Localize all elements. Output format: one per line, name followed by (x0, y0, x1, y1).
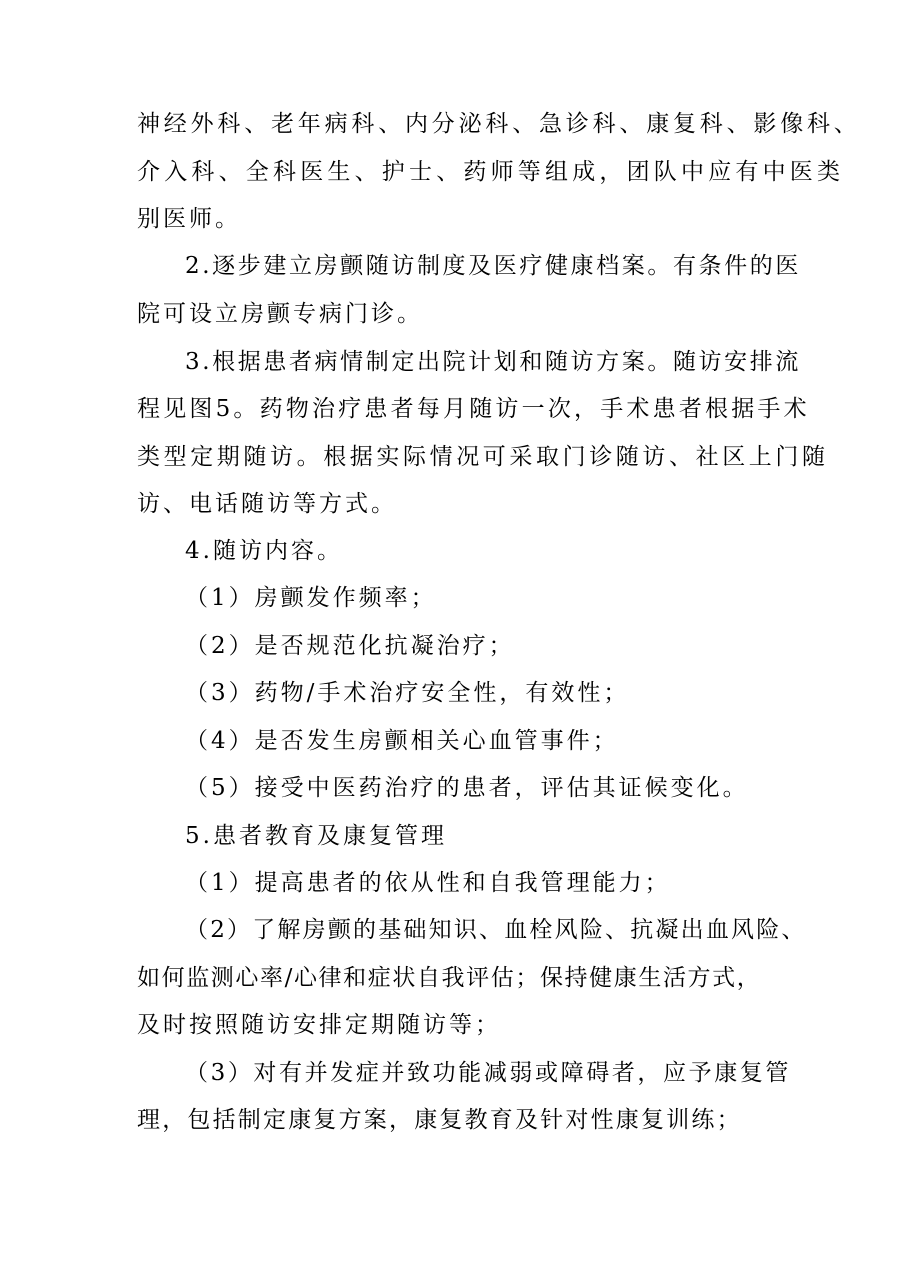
text-line: 程见图5。药物治疗患者每月随访一次，手术患者根据手术 (137, 396, 810, 422)
text-line: 院可设立房颤专病门诊。 (137, 301, 423, 327)
item-3-line: 3.根据患者病情制定出院计划和随访方案。随访安排流 (185, 349, 801, 375)
list-item: （1）提高患者的依从性和自我管理能力； (185, 870, 671, 896)
item-2-line: 2.逐步建立房颤随访制度及医疗健康档案。有条件的医 (185, 253, 801, 279)
text-line: 介入科、全科医生、护士、药师等组成，团队中应有中医类 (137, 159, 845, 185)
list-item: （3）对有并发症并致功能减弱或障碍者，应予康复管 (185, 1060, 792, 1086)
list-item: （4）是否发生房颤相关心血管事件； (185, 728, 619, 754)
text-line: 如何监测心率/心律和症状自我评估；保持健康生活方式， (137, 965, 762, 991)
list-item: （5）接受中医药治疗的患者，评估其证候变化。 (185, 775, 749, 801)
text-line: 类型定期随访。根据实际情况可采取门诊随访、社区上门随 (137, 444, 829, 470)
list-item: （1）房颤发作频率； (185, 585, 437, 611)
list-item: （2）了解房颤的基础知识、血栓风险、抗凝出血风险、 (185, 917, 807, 943)
text-line: 别医师。 (137, 206, 241, 232)
text-line: 神经外科、老年病科、内分泌科、急诊科、康复科、影像科、 (137, 111, 861, 137)
section-heading-followup-content: 4.随访内容。 (185, 538, 343, 564)
text-line: 及时按照随访安排定期随访等； (137, 1012, 501, 1038)
text-line: 访、电话随访等方式。 (137, 491, 397, 517)
list-item: （2）是否规范化抗凝治疗； (185, 633, 515, 659)
section-heading-patient-education: 5.患者教育及康复管理 (185, 823, 447, 849)
list-item: （3）药物/手术治疗安全性，有效性； (185, 680, 630, 706)
text-line: 理，包括制定康复方案，康复教育及针对性康复训练； (137, 1107, 742, 1133)
